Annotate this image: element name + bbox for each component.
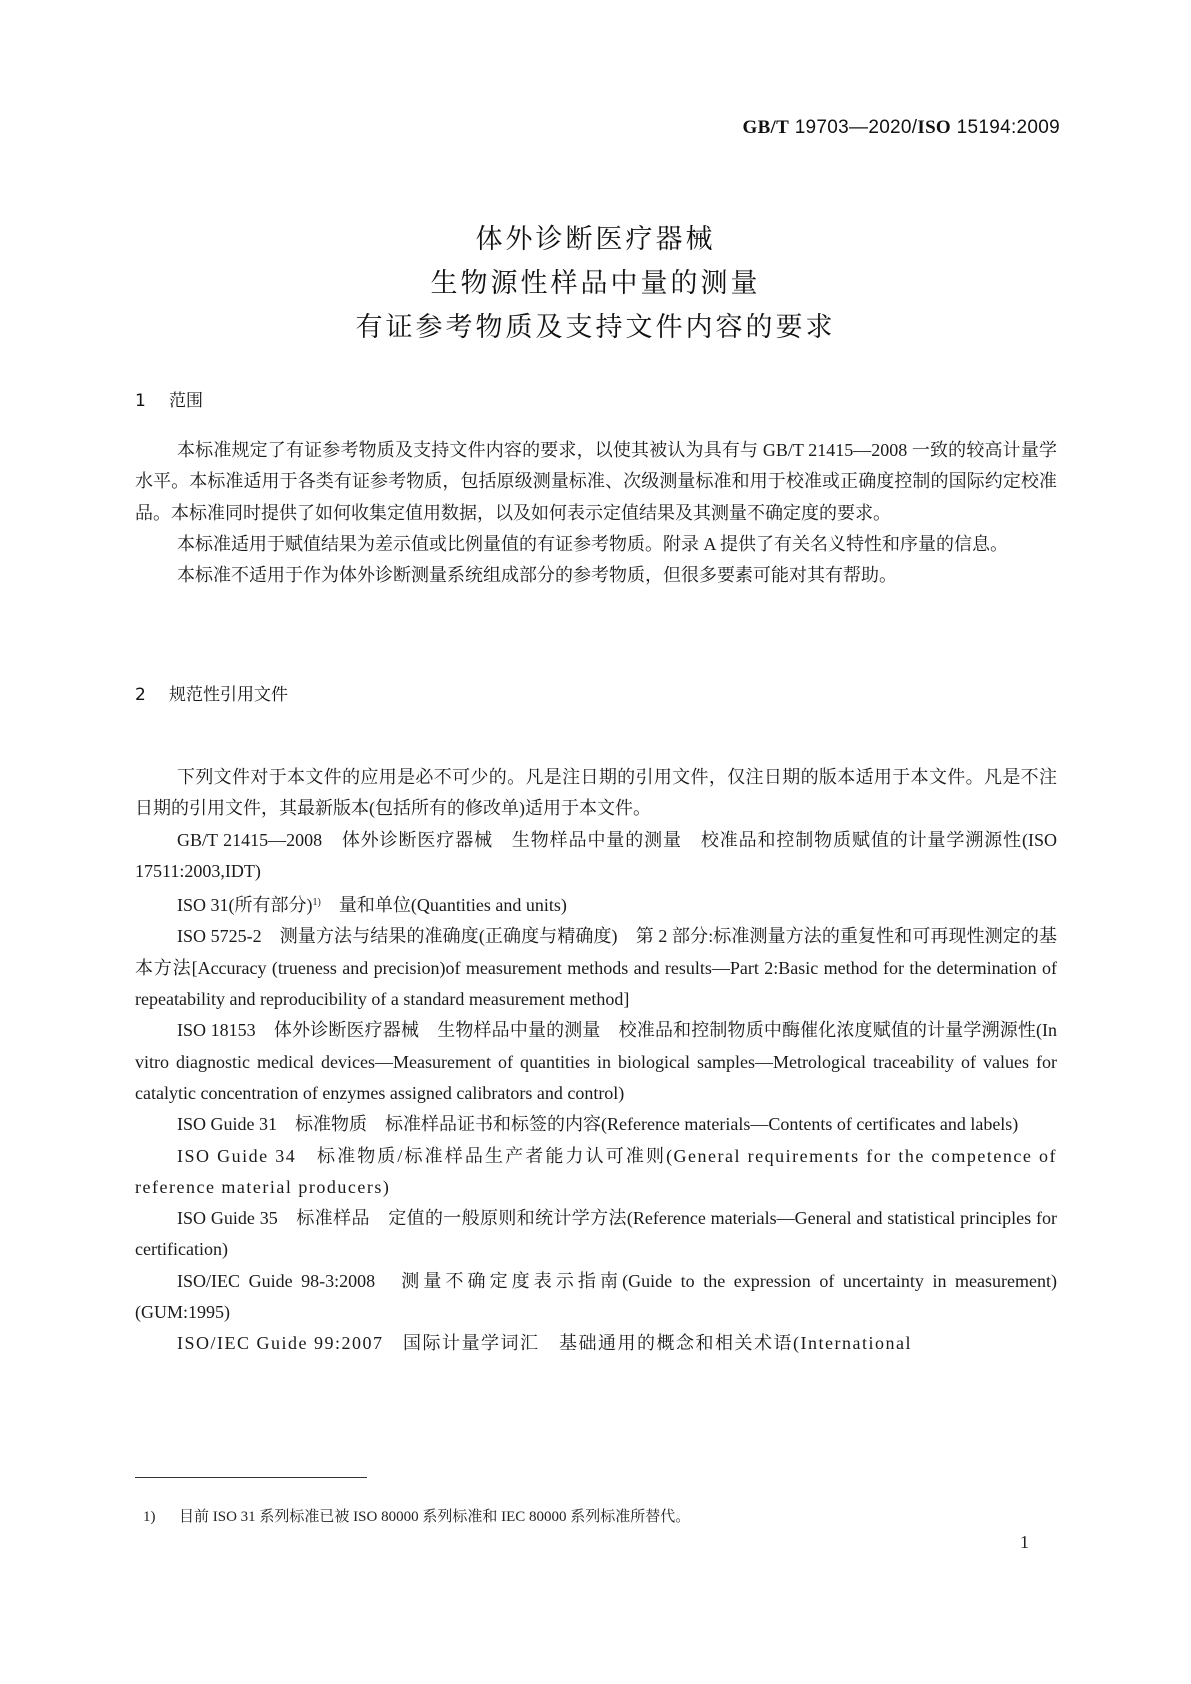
reference-item: ISO Guide 34 标准物质/标准样品生产者能力认可准则(General requirements for the competence of reference material producers) <box>135 1145 1057 1197</box>
reference-item: ISO Guide 35 标准样品 定值的一般原则和统计学方法(Reference materials—General and statistical principles for certification) <box>135 1208 1057 1260</box>
paragraph-intro: 下列文件对于本文件的应用是必不可少的。凡是注日期的引用文件，仅注日期的版本适用于本文件。凡是不注日期的引用文件，其最新版本(包括所有的修改单)适用于本文件。 <box>135 767 1057 819</box>
footnote-text: 目前 ISO 31 系列标准已被 ISO 80000 系列标准和 IEC 80000 系列标准所替代。 <box>179 1509 691 1525</box>
reference-item: ISO/IEC Guide 98-3:2008 测量不确定度表示指南(Guide to the expression of uncertainty in measurement)(GUM:1995) <box>135 1270 1057 1323</box>
paragraph: 本标准适用于赋值结果为差示值或比例量值的有证参考物质。附录 A 提供了有关名义特性和序量的信息。 <box>177 533 1009 554</box>
footnote-mark: 1) <box>143 1509 156 1525</box>
section-2-body <box>135 762 1057 1360</box>
section-1-body <box>135 435 1057 591</box>
section-2-heading <box>135 680 288 705</box>
reference-title: 量和单位(Quantities and units) <box>320 895 567 916</box>
iso-number: 15194:2009 <box>956 117 1060 138</box>
standard-number-header <box>742 117 1060 139</box>
paragraph: 本标准不适用于作为体外诊断测量系统组成部分的参考物质，但很多要素可能对其有帮助。 <box>177 565 897 586</box>
reference-item: ISO/IEC Guide 99:2007 国际计量学词汇 基础通用的概念和相关术语(International <box>177 1333 912 1354</box>
reference-item: GB/T 21415—2008 体外诊断医疗器械 生物样品中量的测量 校准品和控制物质赋值的计量学溯源性(ISO 17511:2003,IDT) <box>135 829 1057 881</box>
gbt-number: 19703—2020/ <box>794 117 918 138</box>
paragraph: 本标准规定了有证参考物质及支持文件内容的要求，以使其被认为具有与 GB/T 21415—2008 一致的较高计量学水平。本标准适用于各类有证参考物质，包括原级测量标准、次级测量标准和用于校准或正确度控制的国际约定校准品。本标准同时提供了如何收集定值用数据，以及如何表示定值结果及其测量不确定度的要求。 <box>135 440 1057 523</box>
gbt-prefix: GB/T <box>742 117 790 138</box>
section-number: 2 <box>135 685 146 705</box>
footnote-divider <box>135 1477 367 1478</box>
reference-item: ISO 18153 体外诊断医疗器械 生物样品中量的测量 校准品和控制物质中酶催化浓度赋值的计量学溯源性(In vitro diagnostic medical devices—Measurement of quantities in biological samples—Metrological traceability of values for catalytic concentration of enzymes assigned calibrators and control) <box>135 1020 1057 1103</box>
title-line-2: 生物源性样品中量的测量 <box>430 268 761 299</box>
title-line-1: 体外诊断医疗器械 <box>475 224 716 255</box>
reference-item: ISO 5725-2 测量方法与结果的准确度(正确度与精确度) 第 2 部分:标准测量方法的重复性和可再现性测定的基本方法[Accuracy (trueness and precision)of measurement methods and results—Part 2:Basic method for the determination of repeatability and reproducibility of a standard measurement method] <box>135 926 1057 1010</box>
document-title <box>0 218 1191 350</box>
page-number: 1 <box>1020 1532 1029 1552</box>
footnote-ref[interactable]: 1) <box>312 897 321 909</box>
reference-code: ISO 31(所有部分) <box>177 895 313 916</box>
section-title: 规范性引用文件 <box>169 685 288 705</box>
iso-prefix: ISO <box>917 117 952 138</box>
section-1-heading <box>135 386 203 411</box>
reference-item: ISO Guide 31 标准物质 标准样品证书和标签的内容(Reference materials—Contents of certificates and labels) <box>177 1114 1019 1135</box>
footnote <box>143 1505 690 1526</box>
section-number: 1 <box>135 391 146 411</box>
section-title: 范围 <box>169 391 203 411</box>
reference-item <box>135 887 1057 921</box>
title-line-3: 有证参考物质及支持文件内容的要求 <box>355 312 836 343</box>
